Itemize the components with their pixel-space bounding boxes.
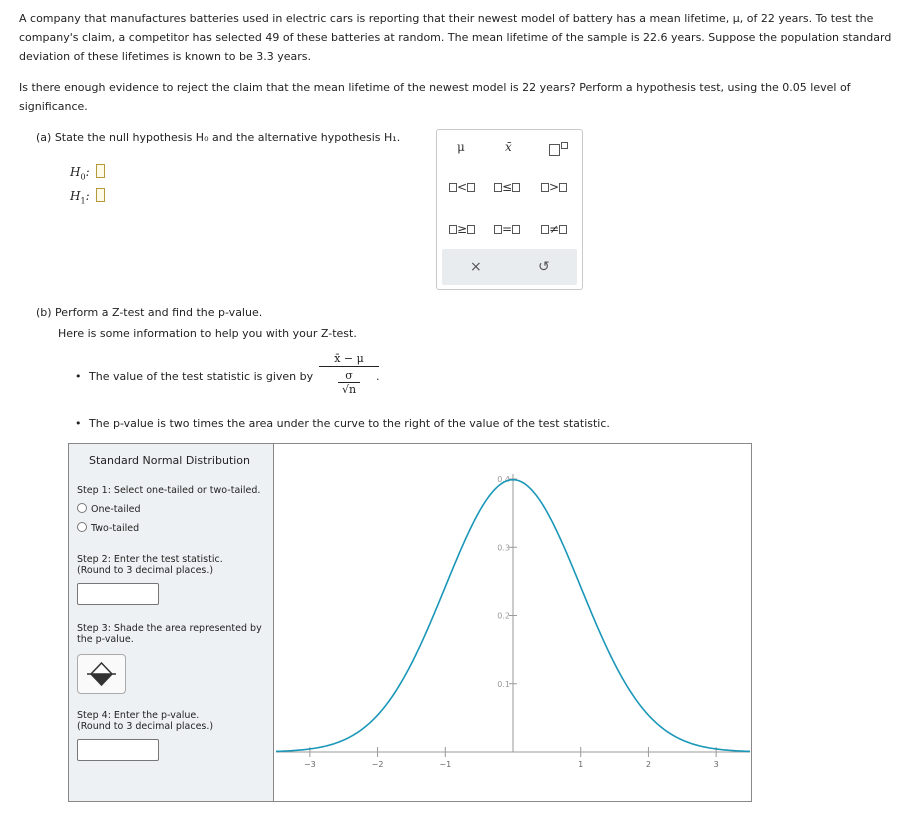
formula-numerator: x̄ − μ bbox=[319, 352, 379, 367]
problem-paragraph-2: Is there enough evidence to reject the claim that the mean lifetime of the newest model is 22 years? Perform a hypothesis test, using the 0.05 level of significance. bbox=[19, 81, 851, 113]
part-b-help: Here is some information to help you with your Z-test. bbox=[58, 327, 357, 340]
undo-icon[interactable]: ↺ bbox=[538, 259, 550, 275]
op-ge-button[interactable]: ≥ bbox=[449, 222, 475, 236]
h1-sub: 1 bbox=[80, 196, 86, 206]
x-tick-label: 3 bbox=[713, 760, 719, 769]
x-tick-label: 2 bbox=[645, 760, 651, 769]
h0-sub: 0 bbox=[80, 172, 86, 182]
normal-curve-chart[interactable] bbox=[274, 444, 750, 801]
symbol-palette bbox=[436, 129, 583, 290]
superscript-button[interactable] bbox=[549, 142, 568, 158]
h1-row: $H_1$: bbox=[70, 188, 105, 205]
normal-distribution-tool bbox=[68, 443, 752, 802]
y-tick-label: 0.4 bbox=[497, 475, 510, 484]
shade-icon bbox=[78, 655, 125, 693]
two-tailed-radio[interactable]: Two-tailed bbox=[77, 522, 139, 534]
x-tick-label: −1 bbox=[439, 760, 452, 769]
test-statistic-formula bbox=[319, 352, 379, 396]
y-tick-label: 0.3 bbox=[497, 543, 510, 553]
x-tick-label: −2 bbox=[371, 760, 384, 769]
xbar-button[interactable]: x̄ bbox=[505, 140, 512, 154]
problem-paragraph-1: A company that manufactures batteries used in electric cars is reporting that their newest model of battery has a mean lifetime, μ, of 22 years. To test the company's claim, a competitor has selected 49 of these batteries at random. The mean lifetime of the sample is 22.6 years. Suppose the population standard deviation of these lifetimes is known to be 3.3 years. bbox=[19, 12, 892, 63]
palette-footer bbox=[442, 249, 577, 285]
step3-label: Step 3: Shade the area represented by the p-value. bbox=[77, 623, 262, 645]
bullet-p-value: • The p-value is two times the area under the curve to the right of the value of the test statistic. bbox=[89, 417, 610, 430]
tool-title: Standard Normal Distribution bbox=[89, 454, 251, 467]
op-ne-button[interactable]: ≠ bbox=[541, 222, 567, 236]
op-le-button[interactable]: ≤ bbox=[494, 180, 520, 194]
one-tailed-radio[interactable]: One-tailed bbox=[77, 503, 140, 515]
y-tick-label: 0.2 bbox=[497, 611, 510, 621]
step4-label: Step 4: Enter the p-value. (Round to 3 decimal places.) bbox=[77, 710, 214, 732]
shade-area-button[interactable] bbox=[77, 654, 126, 694]
p-value-input[interactable] bbox=[77, 739, 159, 761]
op-gt-button[interactable]: > bbox=[541, 180, 567, 194]
part-a-prompt: (a) State the null hypothesis H₀ and the alternative hypothesis H₁. bbox=[36, 131, 401, 144]
formula-period: . bbox=[376, 370, 380, 383]
formula-den-top: σ bbox=[338, 369, 360, 383]
x-tick-label: −3 bbox=[303, 760, 316, 769]
mu-button[interactable]: μ bbox=[457, 140, 465, 154]
formula-den-bottom: √n bbox=[341, 383, 357, 396]
h0-label: H bbox=[70, 165, 81, 179]
h1-input[interactable] bbox=[96, 188, 105, 202]
y-tick-label: 0.1 bbox=[497, 679, 510, 689]
clear-icon[interactable]: × bbox=[470, 259, 482, 275]
bullet-test-statistic: • The value of the test statistic is given by bbox=[89, 370, 313, 383]
step1-label: Step 1: Select one-tailed or two-tailed. bbox=[77, 485, 261, 496]
step2-label: Step 2: Enter the test statistic. (Round to 3 decimal places.) bbox=[77, 554, 223, 576]
h1-label: H bbox=[70, 189, 81, 203]
x-tick-label: 1 bbox=[578, 760, 584, 769]
h0-row: $H_0$: bbox=[70, 164, 105, 181]
op-lt-button[interactable]: < bbox=[449, 180, 475, 194]
h0-input[interactable] bbox=[96, 164, 105, 178]
tool-panel bbox=[69, 444, 274, 801]
test-statistic-input[interactable] bbox=[77, 583, 159, 605]
part-b-prompt: (b) Perform a Z-test and find the p-value. bbox=[36, 306, 263, 319]
op-eq-button[interactable]: = bbox=[494, 222, 520, 236]
